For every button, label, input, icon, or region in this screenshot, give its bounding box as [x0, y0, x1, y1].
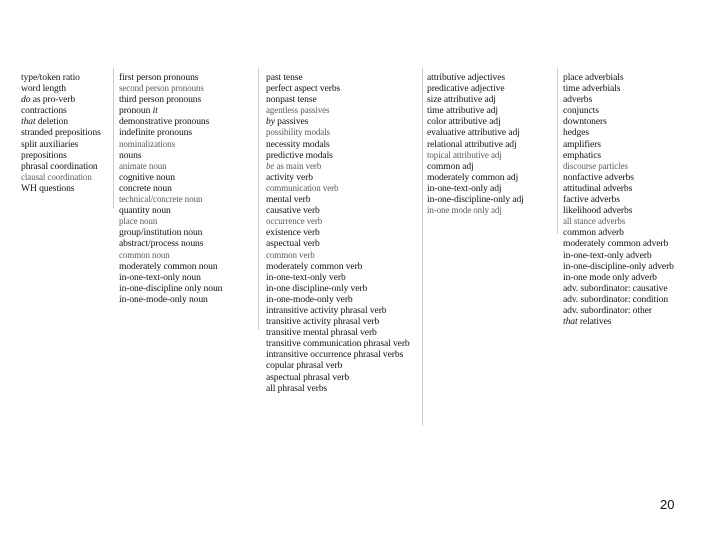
feature-item: in-one-mode-only noun	[119, 293, 208, 305]
feature-item: in-one-text-only verb	[266, 271, 346, 283]
feature-item: amplifiers	[563, 138, 601, 150]
feature-item: common adverb	[563, 227, 624, 239]
feature-item: split auxiliaries	[21, 138, 79, 150]
feature-item: in-one-discipline-only adj	[427, 194, 524, 206]
page-number: 20	[660, 497, 675, 512]
feature-item: conjuncts	[563, 105, 599, 117]
feature-item: nonpast tense	[266, 94, 317, 106]
feature-item: predictive modals	[266, 149, 333, 161]
feature-item: pronoun it	[119, 105, 158, 117]
feature-item: in-one-discipline only noun	[119, 282, 223, 294]
feature-item: evaluative attributive adj	[427, 127, 520, 139]
feature-item: perfect aspect verbs	[266, 83, 341, 95]
feature-item: moderately common noun	[119, 260, 218, 272]
feature-item: technical/concrete noun	[119, 194, 203, 205]
feature-item: prepositions	[21, 149, 67, 161]
feature-item: communication verb	[266, 182, 339, 193]
feature-item: in-one-text-only adj	[427, 182, 502, 194]
feature-item: moderately common adverb	[563, 238, 669, 250]
feature-item: animate noun	[119, 160, 167, 171]
feature-item: adv. subordinator: other	[563, 304, 652, 316]
feature-item: nonfactive adverbs	[563, 171, 634, 183]
feature-item: possibility modals	[266, 127, 330, 138]
feature-item: mental verb	[266, 194, 311, 206]
feature-item: common adj	[427, 160, 474, 172]
feature-item: size attributive adj	[427, 94, 496, 106]
feature-item: word length	[21, 83, 66, 95]
feature-item: all stance adverbs	[563, 216, 626, 227]
feature-item: relational attributive adj	[427, 138, 517, 150]
feature-column-1	[21, 72, 116, 194]
feature-item: aspectual verb	[266, 238, 320, 250]
feature-item: in-one-text-only adverb	[563, 249, 652, 261]
feature-item: hedges	[563, 127, 590, 139]
feature-item: intransitive occurrence phrasal verbs	[266, 349, 404, 361]
feature-item: nominalizations	[119, 138, 175, 149]
feature-item: quantity noun	[119, 205, 171, 217]
feature-item: concrete noun	[119, 182, 172, 194]
feature-item: aspectual phrasal verb	[266, 371, 350, 383]
feature-item: phrasal coordination	[21, 160, 98, 172]
feature-item: existence verb	[266, 227, 320, 239]
feature-item: cognitive noun	[119, 171, 175, 183]
feature-item: common verb	[266, 249, 315, 260]
feature-item: adverbs	[563, 94, 593, 106]
feature-item: that deletion	[21, 116, 68, 128]
feature-item: past tense	[266, 72, 303, 83]
feature-item: in-one-text-only noun	[119, 271, 201, 283]
feature-item: second person pronouns	[119, 83, 204, 94]
feature-item: contractions	[21, 105, 67, 117]
feature-item: likelihood adverbs	[563, 205, 633, 217]
feature-item: first person pronouns	[119, 72, 199, 83]
feature-item: transitive activity phrasal verb	[266, 316, 380, 328]
feature-item: discourse particles	[563, 160, 628, 171]
feature-item: emphatics	[563, 149, 601, 161]
feature-item: place adverbials	[563, 72, 624, 83]
feature-item: demonstrative pronouns	[119, 116, 210, 128]
feature-item: in-one mode only adverb	[563, 271, 657, 283]
feature-item: time attributive adj	[427, 105, 498, 117]
feature-item: by passives	[266, 116, 309, 128]
feature-item: stranded prepositions	[21, 127, 101, 139]
feature-item: adv. subordinator: causative	[563, 282, 668, 294]
feature-item: agentless passives	[266, 105, 330, 116]
feature-item: necessity modals	[266, 138, 330, 150]
feature-item: third person pronouns	[119, 94, 202, 106]
feature-item: all phrasal verbs	[266, 382, 328, 394]
feature-item: transitive communication phrasal verb	[266, 338, 410, 350]
feature-column-5	[563, 72, 713, 327]
feature-item: in-one-discipline-only adverb	[563, 260, 674, 272]
feature-item: transitive mental phrasal verb	[266, 327, 377, 339]
feature-item: clausal coordination	[21, 171, 92, 182]
feature-column-3	[266, 72, 426, 394]
feature-item: in-one mode only adj	[427, 205, 502, 216]
feature-column-4	[427, 72, 557, 216]
feature-item: adv. subordinator: condition	[563, 293, 669, 305]
feature-item: color attributive adj	[427, 116, 501, 128]
feature-item: factive adverbs	[563, 194, 620, 206]
feature-item: predicative adjective	[427, 83, 505, 95]
feature-item: intransitive activity phrasal verb	[266, 304, 387, 316]
feature-item: be as main verb	[266, 160, 322, 171]
feature-item: that relatives	[563, 316, 612, 328]
feature-item: place noun	[119, 216, 158, 227]
feature-item: abstract/process nouns	[119, 238, 204, 250]
feature-item: attributive adjectives	[427, 72, 505, 83]
feature-item: in-one discipline-only verb	[266, 282, 368, 294]
feature-item: type/token ratio	[21, 72, 80, 83]
feature-item: copular phrasal verb	[266, 360, 343, 372]
feature-item: indefinite pronouns	[119, 127, 192, 139]
feature-item: common noun	[119, 249, 170, 260]
feature-item: moderately common adj	[427, 171, 519, 183]
feature-item: group/institution noun	[119, 227, 203, 239]
feature-item: in-one-mode-only verb	[266, 293, 353, 305]
feature-item: WH questions	[21, 182, 75, 194]
feature-item: downtoners	[563, 116, 607, 128]
feature-column-2	[119, 72, 259, 305]
feature-item: topical attributive adj	[427, 149, 502, 160]
feature-item: time adverbials	[563, 83, 621, 95]
feature-item: attitudinal adverbs	[563, 182, 633, 194]
feature-item: occurrence verb	[266, 216, 323, 227]
feature-item: do as pro-verb	[21, 94, 76, 106]
feature-item: causative verb	[266, 205, 320, 217]
feature-item: activity verb	[266, 171, 313, 183]
feature-item: moderately common verb	[266, 260, 363, 272]
column-divider	[557, 68, 558, 234]
feature-item: nouns	[119, 149, 142, 161]
